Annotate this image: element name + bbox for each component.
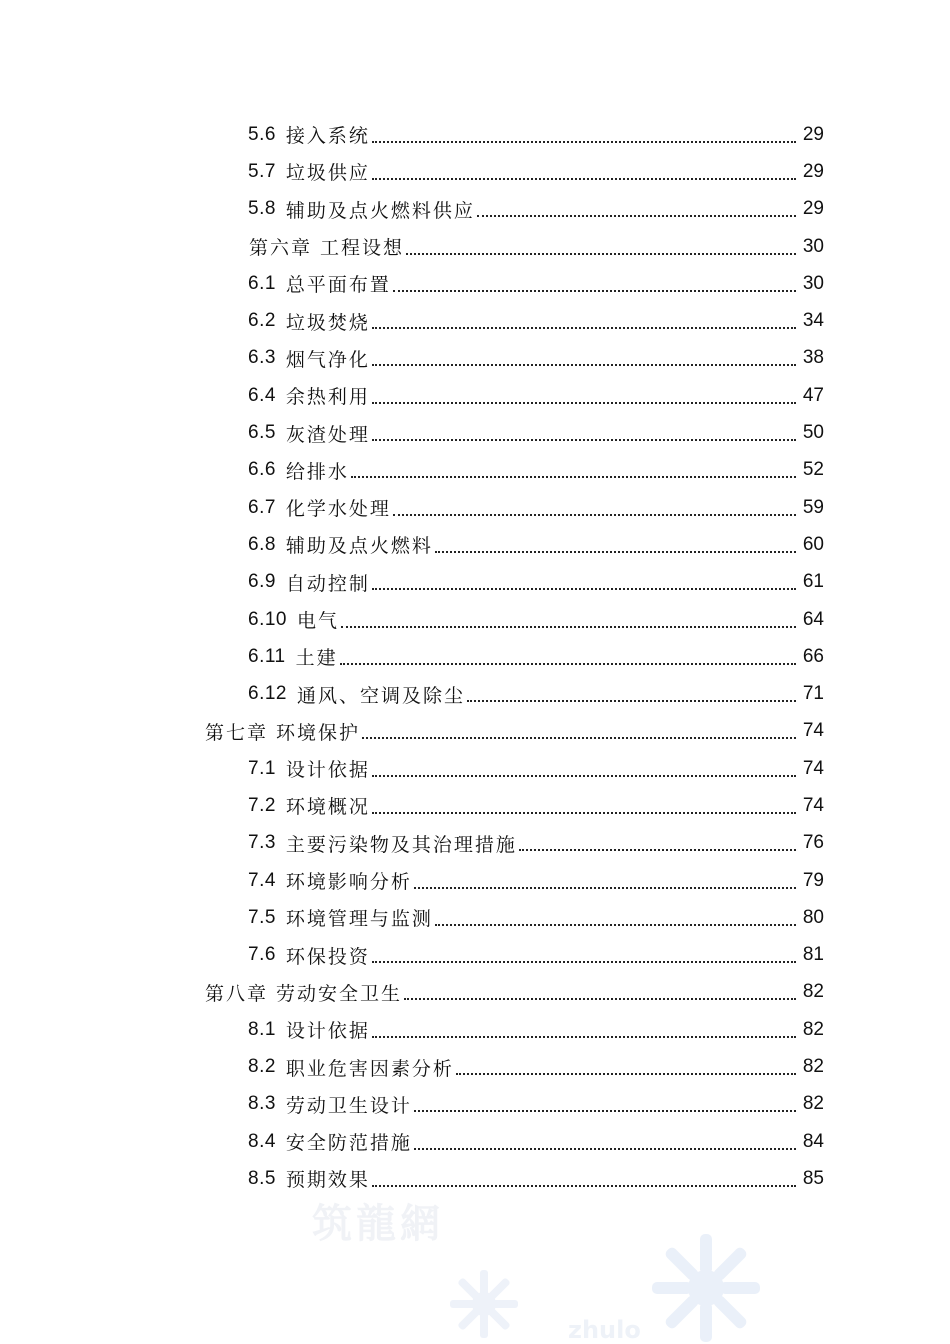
toc-entry[interactable]: [0, 675, 950, 712]
watermark-latin: zhulo: [568, 1316, 641, 1344]
toc-entry-page-number: 81: [802, 944, 824, 966]
toc-entry-number: 5.8: [248, 198, 276, 220]
toc-entry-page-number: 60: [802, 533, 824, 555]
toc-entry-title: 主要污染物及其治理措施: [285, 833, 517, 856]
toc-entry[interactable]: [0, 825, 950, 862]
toc-entry[interactable]: [0, 526, 950, 563]
watermark-text: 筑龍網: [312, 1200, 444, 1247]
toc-entry-title: 环境概况: [285, 796, 370, 819]
toc-entry-title: 灰渣处理: [285, 423, 370, 446]
toc-entry[interactable]: [0, 564, 950, 601]
toc-entry[interactable]: [0, 1160, 950, 1197]
toc-dot-leader: [372, 1185, 796, 1187]
toc-entry[interactable]: [0, 1086, 950, 1123]
toc-entry-page-number: 50: [802, 422, 824, 444]
toc-entry-page-number: 29: [802, 160, 824, 182]
toc-dot-leader: [340, 663, 796, 665]
toc-entry-page-number: 74: [802, 720, 824, 742]
toc-entry-page-number: 82: [802, 1056, 824, 1078]
toc-entry[interactable]: [0, 1123, 950, 1160]
toc-dot-leader: [372, 775, 796, 777]
toc-entry-title: 电气: [296, 610, 339, 632]
toc-entry-title: 自动控制: [285, 572, 370, 595]
toc-dot-leader: [372, 439, 796, 441]
toc-entry-number: 6.7: [248, 496, 276, 518]
toc-entry-page-number: 85: [802, 1167, 824, 1189]
toc-entry[interactable]: [0, 974, 950, 1011]
toc-entry-title: 第八章 劳动安全卫生: [205, 982, 403, 1005]
toc-entry[interactable]: [0, 787, 950, 824]
toc-entry-page-number: 82: [802, 1093, 824, 1115]
toc-entry-title: 垃圾焚烧: [285, 311, 370, 334]
toc-entry-title: 第七章 环境保护: [205, 721, 361, 744]
toc-entry-page-number: 29: [802, 198, 824, 220]
toc-entry-number: 6.10: [248, 608, 287, 630]
toc-entry[interactable]: [0, 452, 950, 489]
toc-dot-leader: [404, 998, 796, 1000]
toc-entry-number: 8.3: [248, 1093, 276, 1115]
toc-entry-number: 7.3: [248, 832, 276, 854]
toc-entry-title: 环境管理与监测: [285, 908, 433, 931]
toc-entry-title: 化学水处理: [285, 498, 391, 521]
toc-entry-page-number: 29: [802, 123, 824, 145]
toc-entry-page-number: 61: [802, 571, 824, 593]
toc-entry-title: 设计依据: [285, 759, 370, 782]
toc-dot-leader: [372, 961, 796, 963]
toc-entry-page-number: 52: [802, 459, 824, 481]
toc-entry-page-number: 30: [802, 272, 824, 294]
toc-dot-leader: [435, 924, 796, 926]
toc-entry[interactable]: [0, 862, 950, 899]
toc-entry-title: 总平面布置: [285, 274, 391, 297]
toc-entry-page-number: 71: [802, 683, 824, 705]
toc-entry[interactable]: [0, 302, 950, 339]
toc-entry-title: 烟气净化: [285, 348, 370, 371]
toc-entry-number: 6.1: [248, 272, 276, 294]
toc-entry[interactable]: [0, 153, 950, 190]
toc-dot-leader: [372, 402, 796, 404]
toc-entry-title: 辅助及点火燃料: [285, 535, 433, 558]
toc-entry-title: 辅助及点火燃料供应: [285, 199, 475, 222]
toc-entry[interactable]: [0, 1011, 950, 1048]
toc-dot-leader: [372, 178, 796, 180]
toc-entry[interactable]: [0, 899, 950, 936]
toc-entry-page-number: 84: [802, 1130, 824, 1152]
toc-dot-leader: [372, 812, 796, 814]
toc-entry[interactable]: [0, 414, 950, 451]
toc-entry-title: 余热利用: [285, 386, 370, 409]
toc-entry-number: 8.5: [248, 1167, 276, 1189]
toc-entry-title: 土建: [295, 647, 338, 670]
toc-dot-leader: [414, 1148, 796, 1150]
toc-dot-leader: [406, 253, 796, 255]
toc-entry-page-number: 47: [802, 384, 824, 406]
toc-entry[interactable]: [0, 1048, 950, 1085]
toc-entry[interactable]: [0, 191, 950, 228]
toc-entry-page-number: 66: [802, 645, 824, 667]
toc-dot-leader: [341, 626, 796, 628]
toc-dot-leader: [372, 1036, 796, 1038]
toc-dot-leader: [351, 476, 796, 478]
toc-entry-title: 预期效果: [285, 1169, 370, 1192]
toc-entry-number: 7.5: [248, 906, 276, 928]
toc-dot-leader: [372, 327, 796, 329]
toc-entry-number: 6.3: [248, 347, 276, 369]
toc-entry-page-number: 76: [802, 832, 824, 854]
toc-dot-leader: [393, 290, 796, 292]
toc-dot-leader: [435, 551, 796, 553]
toc-entry-number: 7.4: [248, 869, 276, 891]
toc-entry[interactable]: [0, 601, 950, 638]
toc-entry[interactable]: [0, 116, 950, 153]
watermark-snowflake-icon: [448, 1268, 520, 1340]
toc-entry-title: 环保投资: [285, 945, 370, 968]
toc-entry-page-number: 64: [802, 608, 824, 630]
toc-entry-number: 6.11: [248, 645, 286, 667]
toc-entry[interactable]: [0, 750, 950, 787]
toc-entry-number: 7.2: [248, 794, 276, 816]
toc-entry-page-number: 80: [802, 906, 824, 928]
toc-entry-title: 职业危害因素分析: [285, 1057, 454, 1080]
toc-dot-leader: [372, 588, 796, 590]
toc-entry-number: 6.4: [248, 384, 276, 406]
toc-dot-leader: [362, 737, 796, 739]
toc-entry[interactable]: [0, 340, 950, 377]
toc-dot-leader: [467, 700, 796, 702]
toc-dot-leader: [519, 849, 796, 851]
toc-entry-title: 环境影响分析: [285, 871, 412, 894]
toc-entry-title: 通风、空调及除尘: [296, 684, 465, 707]
toc-dot-leader: [414, 1110, 796, 1112]
toc-entry-page-number: 79: [802, 869, 824, 891]
toc-entry[interactable]: [0, 265, 950, 302]
toc-entry-number: 6.12: [248, 683, 287, 705]
toc-entry-title: 第六章 工程设想: [249, 237, 405, 260]
toc-entry[interactable]: [0, 713, 950, 750]
toc-entry-page-number: 34: [802, 310, 824, 332]
toc-dot-leader: [414, 887, 796, 889]
toc-entry-title: 给排水: [285, 460, 349, 483]
toc-entry-number: 7.1: [248, 757, 276, 779]
toc-entry-title: 接入系统: [285, 125, 370, 148]
toc-entry-title: 劳动卫生设计: [285, 1094, 412, 1117]
toc-entry-number: 6.6: [248, 459, 276, 481]
toc-entry-number: 8.2: [248, 1056, 276, 1078]
toc-entry-title: 垃圾供应: [285, 162, 370, 185]
toc-entry-page-number: 74: [802, 794, 824, 816]
toc-dot-leader: [393, 514, 796, 516]
toc-entry[interactable]: [0, 489, 950, 526]
toc-entry[interactable]: [0, 937, 950, 974]
toc-entry-number: 8.1: [248, 1018, 276, 1040]
toc-entry-page-number: 38: [802, 347, 824, 369]
toc-entry-number: 7.6: [248, 944, 276, 966]
toc-entry-number: 6.5: [248, 422, 276, 444]
toc-entry-page-number: 82: [802, 1018, 824, 1040]
toc-entry-number: 6.9: [248, 571, 276, 593]
toc-entry[interactable]: [0, 377, 950, 414]
toc-entry-title: 安全防范措施: [285, 1132, 412, 1155]
toc-entry-page-number: 59: [802, 496, 824, 518]
toc-dot-leader: [456, 1073, 796, 1075]
toc-entry-number: 6.2: [248, 310, 276, 332]
toc-entry-page-number: 74: [802, 757, 824, 779]
table-of-contents: [0, 116, 950, 1198]
toc-dot-leader: [477, 215, 796, 217]
toc-entry-number: 6.8: [248, 533, 276, 555]
toc-dot-leader: [372, 141, 796, 143]
toc-entry-title: 设计依据: [285, 1020, 370, 1043]
watermark-snowflake-icon: [650, 1232, 762, 1344]
toc-entry-page-number: 30: [802, 235, 824, 257]
toc-dot-leader: [372, 364, 796, 366]
toc-entry-page-number: 82: [802, 981, 824, 1003]
toc-entry[interactable]: [0, 638, 950, 675]
toc-entry[interactable]: [0, 228, 950, 265]
toc-entry-number: 8.4: [248, 1130, 276, 1152]
toc-entry-number: 5.6: [248, 123, 276, 145]
toc-entry-number: 5.7: [248, 160, 276, 182]
